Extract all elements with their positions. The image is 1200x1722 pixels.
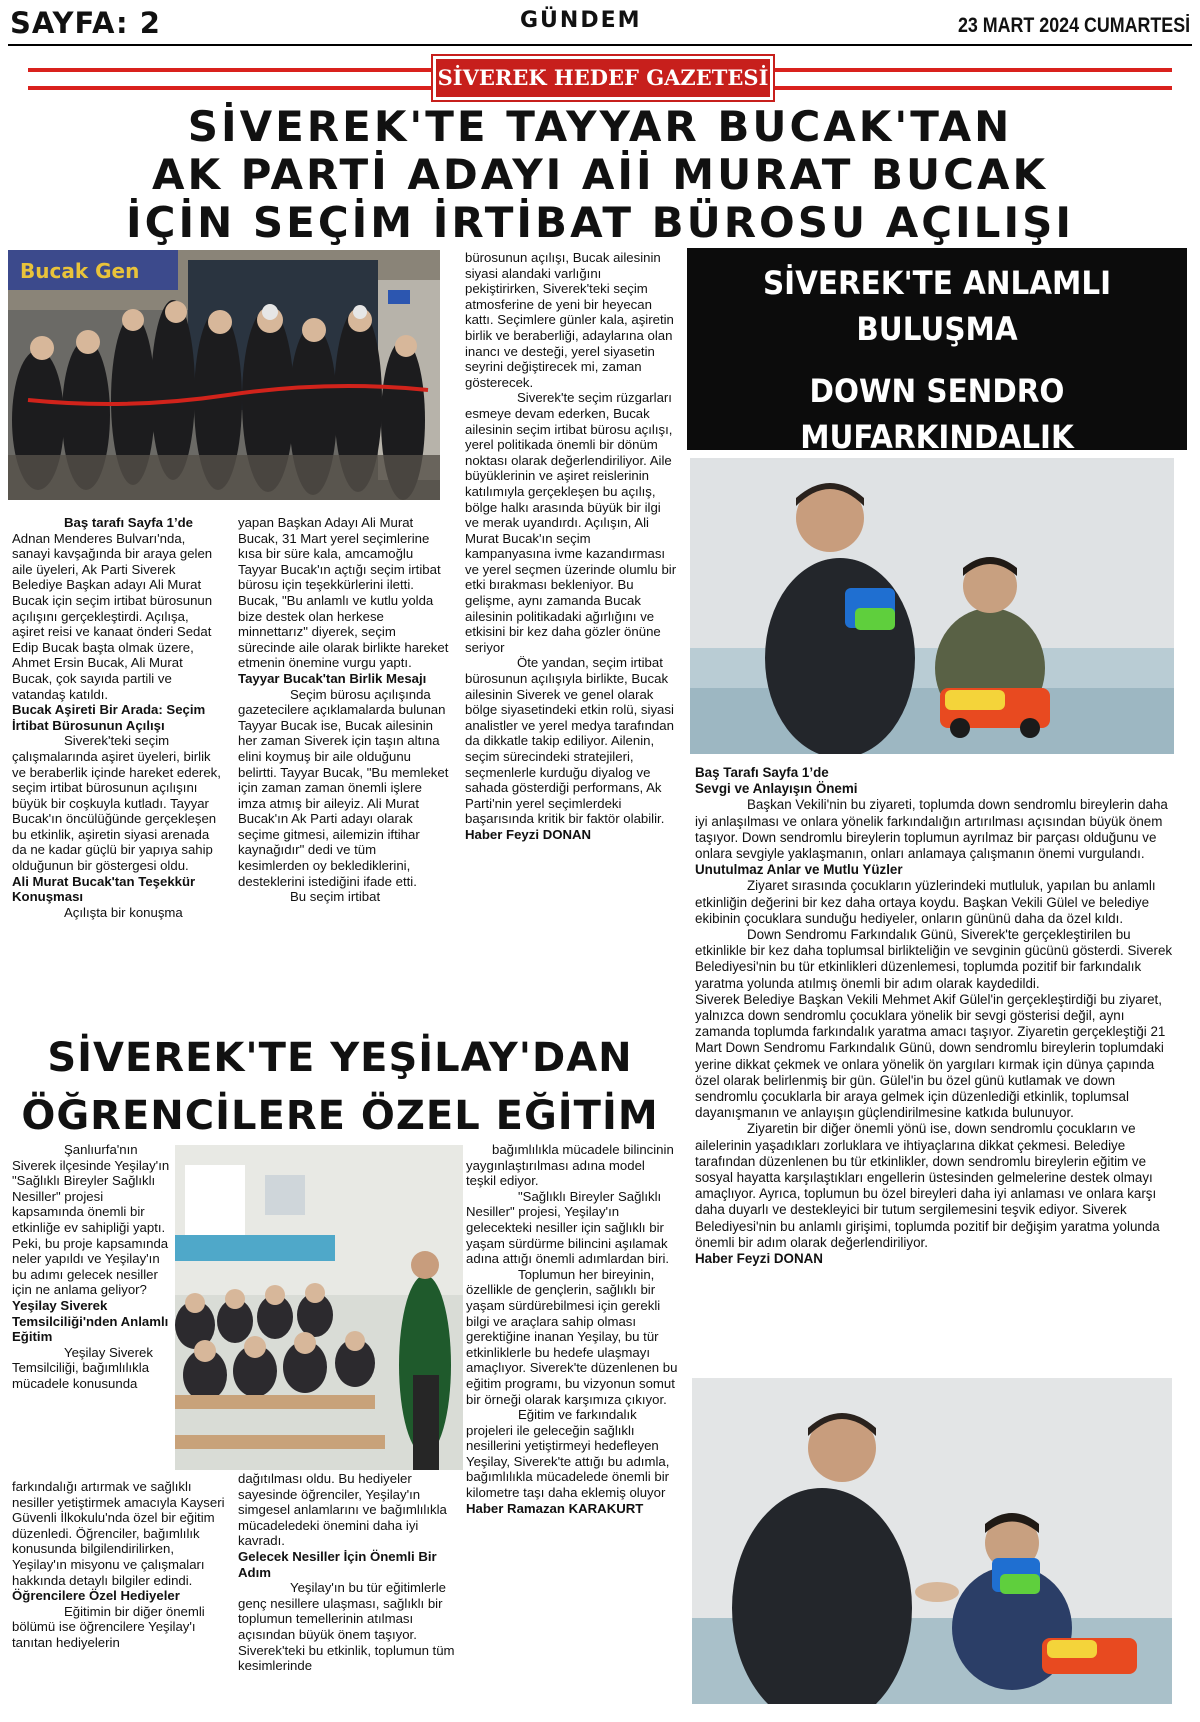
header-rule <box>8 44 1192 46</box>
article3-paragraph: Yeşilay'ın bu tür eğitimlerle genç nesillere ulaşması, sağlıklı bir toplumun temellerinin atılması açısından büyük önem taşıyor. Siverek'teki bu etkinlik, toplumun tüm kesimlerinde <box>238 1580 455 1674</box>
article3-paragraph: Eğitim ve farkındalık projeleri ile geleceğin sağlıklı nesillerini yetiştirmeyi hedefleyen Yeşilay, Siverek'te attığı bu adımla, bağımlılıkla mücadelede önemli bir kilometre taşı daha eklemiş oluyor <box>466 1407 670 1501</box>
article1-paragraph: Siverek'teki seçim çalışmalarında aşiret üyeleri, birlik ve beraberlik içinde hareket ederek, seçim irtibat bürosunun açılışını büyük bir coşkuyla kutladı. Tayyar Bucak'ın öncülüğünde gerçekleşen bu etkinlik, aşiretin siyasi arenada da ne kadar güçlü bir yapıya sahip olduğunun bir göstergesi oldu. <box>12 733 221 874</box>
article3-column-2 <box>238 1471 458 1674</box>
article2-paragraph: Down Sendromu Farkındalık Günü, Siverek'te gerçekleştirilen bu etkinlikle bir kez daha toplumsal birlikteliğin ve sevginin gücünü gösterdi. Siverek Belediyesi'nin bu tür etkinlikleri düzenlemesi, toplumda pozitif bir farkındalık yaratma yolunda atılmış önemli bir adım olarak kaydedildi. <box>695 927 1173 991</box>
article2-paragraph: Ziyaret sırasında çocukların yüzlerindeki mutluluk, yapılan bu anlamlı etkinliğin değerini bir kez daha ortaya koydu. Başkan Vekili Gülel ve belediye ekibinin çocuklara sunduğu hediyeler, onların gününü daha da özel kıldı. <box>695 878 1156 926</box>
article2-subhead: Unutulmaz Anlar ve Mutlu Yüzler <box>695 862 903 878</box>
article1-column-2 <box>238 515 450 905</box>
article3-paragraph: Eğitimin bir diğer önemli bölümü ise öğrencilere Yeşilay'ı tanıtan hediyelerin <box>12 1603 205 1650</box>
article1-paragraph: Açılışta bir konuşma <box>64 904 183 920</box>
article1-subhead: Bucak Aşireti Bir Arada: Seçim İrtibat Bürosunun Açılışı <box>12 702 206 733</box>
article1-column-1 <box>12 515 224 920</box>
issue-date: 23 MART 2024 CUMARTESİ <box>957 14 1190 37</box>
article3-paragraph: farkındalığı artırmak ve sağlıklı nesiller yetiştirmek amacıyla Kayseri Güvenli İlkokulu'nda özel bir eğitim düzenledi. Öğrenciler, bağımlılık konusunda bilgilendirilirken, Yeşilay'ın misyonu ve çalışmaları hakkında detaylı bilgiler edindi. <box>12 1479 225 1588</box>
article3-headline-line2: ÖĞRENCİLERE ÖZEL EĞİTİM <box>21 1093 659 1139</box>
article3-subhead: Öğrencilere Özel Hediyeler <box>12 1588 180 1604</box>
article3-column-3 <box>466 1142 678 1516</box>
article3-paragraph: bağımlılıkla mücadele bilincinin yaygınlaştırılması adına model teşkil ediyor. <box>466 1142 674 1189</box>
article3-paragraph: Yeşilay Siverek Temsilciliği, bağımlılıkla mücadele konusunda <box>12 1344 153 1391</box>
article3-byline: Haber Ramazan KARAKURT <box>466 1500 644 1516</box>
article1-subhead: Ali Murat Bucak'tan Teşekkür Konuşması <box>12 873 196 905</box>
article3-headline-line1: SİVEREK'TE YEŞİLAY'DAN <box>47 1035 633 1081</box>
article2-paragraph: Başkan Vekili'nin bu ziyareti, toplumda down sendromlu bireylerin daha iyi anlaşılması ve onlara yönelik farkındalığın artırılması açısından büyük önem taşıyor. Down sendromlu bireylerin toplumun ayrılmaz bir parçası olduğunu ve onlara sevgiyle yaklaşmanın, onları anlamaya çalışmanın önemi vurgulandı. <box>695 797 1168 862</box>
section-title: GÜNDEM <box>520 8 642 33</box>
article1-headline-line2: AK PARTİ ADAYI Aİİ MURAT BUCAK <box>151 150 1049 199</box>
article3-column-1b <box>12 1479 227 1651</box>
article3-subhead: Yeşilay Siverek Temsilciliği'nden Anlamlı Eğitim <box>12 1297 169 1345</box>
article3-column-1a <box>12 1142 172 1392</box>
article2-headline-box <box>687 248 1187 456</box>
article1-paragraph: Öte yandan, seçim irtibat bürosunun açılışıyla birlikte, Bucak ailesinin Siverek ve genel olarak bölge siyasetindeki etkin rolü, siyasi analistler ve yerel medya tarafından da dikkatle takip ediliyor. Ailenin, seçim sürecindeki stratejileri, seçmenlerle kurduğu diyalog ve sahada gösterdiği performans, Ak Parti'nin yerel seçimlerdeki başarısında kritik bir faktör olabilir. <box>465 655 674 827</box>
article2-paragraph: Siverek Belediye Başkan Vekili Mehmet Akif Gülel'in gerçekleştirdiği bu ziyaret, yalnızca down sendromlu çocuklara yönelik bir sevgi gösterisi değil, aynı zamanda toplumda farkındalık yaratma amacı taşıyor. Ziyaretin gerçekleştiği 21 Mart Down Sendromu Farkındalık Günü, down sendromlu bireylerin toplumdaki yerine dikkat çekmek ve onlara yönelik ön yargıları kırmak için dünya çapında özel olarak belirlenmiş bir gün. Gülel'in bu özel günü kutlamak ve down sendromlu çocuklarla bir araya gelmek için düzenlediği etkinlik, toplumsal dayanışmanın ve anlayışın güçlendirilmesine katkıda bulunuyor. <box>695 991 1166 1121</box>
article3-paragraph: "Sağlıklı Bireyler Sağlıklı Nesiller" projesi, Yeşilay'ın gelecekteki nesiller için sağlıklı bir yaşam sürdürme bilincini aşılamak adına attığı önemli adımlardan biri. <box>466 1188 670 1267</box>
page-number: SAYFA: 2 <box>10 6 161 40</box>
article2-subhead: Sevgi ve Anlayışın Önemi <box>695 781 858 797</box>
article2-byline: Haber Feyzi DONAN <box>695 1251 823 1267</box>
article1-paragraph: yapan Başkan Adayı Ali Murat Bucak, 31 Mart yerel seçimlerine kısa bir süre kala, amcamoğlu Tayyar Bucak'ın açtığı seçim irtibat bürosu için teşekkürlerini iletti. Bucak, "Bu anlamlı ve kutlu yolda bize destek olan herkese minnettarız" diyerek, seçim sürecinde aile olarak birlikte hareket etmenin önemine vurgu yaptı. <box>238 515 449 671</box>
article1-paragraph: bürosunun açılışı, Bucak ailesinin siyasi alandaki varlığını pekiştirirken, Siverek'teki seçim atmosferine de yeni bir heyecan kattı. Seçimlere günler kala, aşiretin birlik ve beraberliği, adaylarına olan inancı ve desteği, yerel siyasetin seyrini değiştirecek mi, zaman gösterecek. <box>465 250 674 390</box>
visit-photo-1 <box>690 458 1174 754</box>
article3-paragraph: Toplumun her bireyinin, özellikle de gençlerin, sağlıklı bir yaşam sürdürebilmesi için gerekli bilgi ve araçlara sahip olması gerektiğine inanan Yeşilay, bu tür etkinliklerle bu hedefe ulaşmayı amaçlıyor. Siverek'te düzenlenen bu eğitim programı, bu vizyonun somut bir örneği olarak karşımıza çıkıyor. <box>466 1266 678 1407</box>
article1-paragraph: Siverek'te seçim rüzgarları esmeye devam ederken, Bucak ailesinin seçim irtibat bürosu açılışı, yerel politikada önemli bir dönüm noktası olarak değerlendiriliyor. Aile büyüklerinin ve aşiret reislerinin katılımıyla gerçekleşen bu açılış, bölge halkı arasında büyük bir ilgi ve merak uyandırdı. Açılışın, Ali Murat Bucak'ın seçim kampanyasına ivme kazandırması ve yerel seçmen üzerinde olumlu bir etki bırakması bekleniyor. Bu gelişme, aynı zamanda Bucak ailesinin politikadaki ağırlığını ve etkisini bir kez daha gözler önüne seriyor <box>465 390 677 655</box>
article2-lead: Baş Tarafı Sayfa 1’de <box>695 765 829 780</box>
article1-headline-line3: İÇİN SEÇİM İRTİBAT BÜROSU AÇILIŞI <box>126 198 1074 247</box>
article1-paragraph: Bu seçim irtibat <box>290 889 381 905</box>
article1-paragraph: Seçim bürosu açılışında gazetecilere açıklamalarda bulunan Tayyar Bucak ise, Bucak ailesinin her zaman Siverek için taşın altına elini koymuş bir aile olduğunu belirtti. Tayyar Bucak, "Bu memleket için zaman zaman önemli işlere imza atmış bir aileyiz. Ali Murat Bucak'ın Ak Parti adayı olarak seçime gitmesi, ailemizin iftihar kaynağıdır" dedi ve tüm kesimlerden oy beklediklerini, desteklerini istediğini ifade etti. <box>238 686 449 889</box>
photo-shop-sign: Bucak Gen <box>20 259 140 283</box>
article2-body <box>695 765 1173 1267</box>
article1-byline: Haber Feyzi DONAN <box>465 826 592 842</box>
visit-photo-2 <box>692 1378 1172 1704</box>
article2-headline-line1: SİVEREK'TE ANLAMLI BULUŞMA <box>762 264 1112 348</box>
masthead-logo: SİVEREK HEDEF GAZETESİ <box>433 56 773 100</box>
article1-lead: Baş tarafı Sayfa 1’de Adnan Menderes Bulvarı'nda, sanayi kavşağında bir araya gelen aile üyeleri, Ak Parti Siverek Belediye Başkan adayı Ali Murat Bucak için seçim irtibat bürosunun açılışını gerçekleştirdi. Açılışa, aşiret reisi ve kanaat önderi Sedat Edip Bucak başta olmak üzere, Ahmet Ersin Bucak, Ali Murat Bucak, çok sayıda partili ve vatandaş katıldı. <box>12 515 213 702</box>
article1-column-3 <box>465 250 677 843</box>
article3-paragraph: Şanlıurfa'nın Siverek ilçesinde Yeşilay'ın "Sağlıklı Bireyler Sağlıklı Nesiller" projesi kapsamında önemli bir etkinliğe ev sahipliği yaptı. Peki, bu proje kapsamında neler yapıldı ve Yeşilay'ın bu adımı gelecek nesiller için ne anlama geliyor? <box>12 1142 170 1298</box>
article1-subhead: Tayyar Bucak'tan Birlik Mesajı <box>238 670 427 686</box>
article2-paragraph: Ziyaretin bir diğer önemli yönü ise, down sendromlu çocukların ve ailelerinin yaşadıkları zorluklara ve ihtiyaçlarına dikkat çekmesi. Belediye tarafından düzenlenen bu tür etkinlikler, down sendromlu bireylerin eğitim ve sosyal hayatta karşılaştıkları engellerin üstesinden gelmelerine destek olmayı amaçlıyor. Ayrıca, toplumun bu özel bireyleri daha iyi anlaması ve onlara karşı daha duyarlı ve destekleyici bir tutum sergilemesini teşvik ediyor. Siverek Belediyesi'nin bu anlamlı girişimi, toplumda pozitif bir değişim yaratma yolunda önemli bir adım olarak değerlendiriliyor. <box>695 1121 1160 1250</box>
classroom-photo <box>175 1145 463 1470</box>
article2-headline-line2: DOWN SENDRO MUFARKINDALIK <box>800 372 1074 456</box>
article1-headline-line1: SİVEREK'TE TAYYAR BUCAK'TAN <box>187 102 1013 151</box>
article3-subhead: Gelecek Nesiller İçin Önemli Bir Adım <box>238 1548 437 1580</box>
article3-paragraph: dağıtılması oldu. Bu hediyeler sayesinde öğrenciler, Yeşilay'ın simgesel anlamlarını ve bağımlılıkla mücadeledeki önemini daha iyi kavradı. <box>238 1471 447 1549</box>
ribbon-cutting-photo <box>8 250 440 500</box>
